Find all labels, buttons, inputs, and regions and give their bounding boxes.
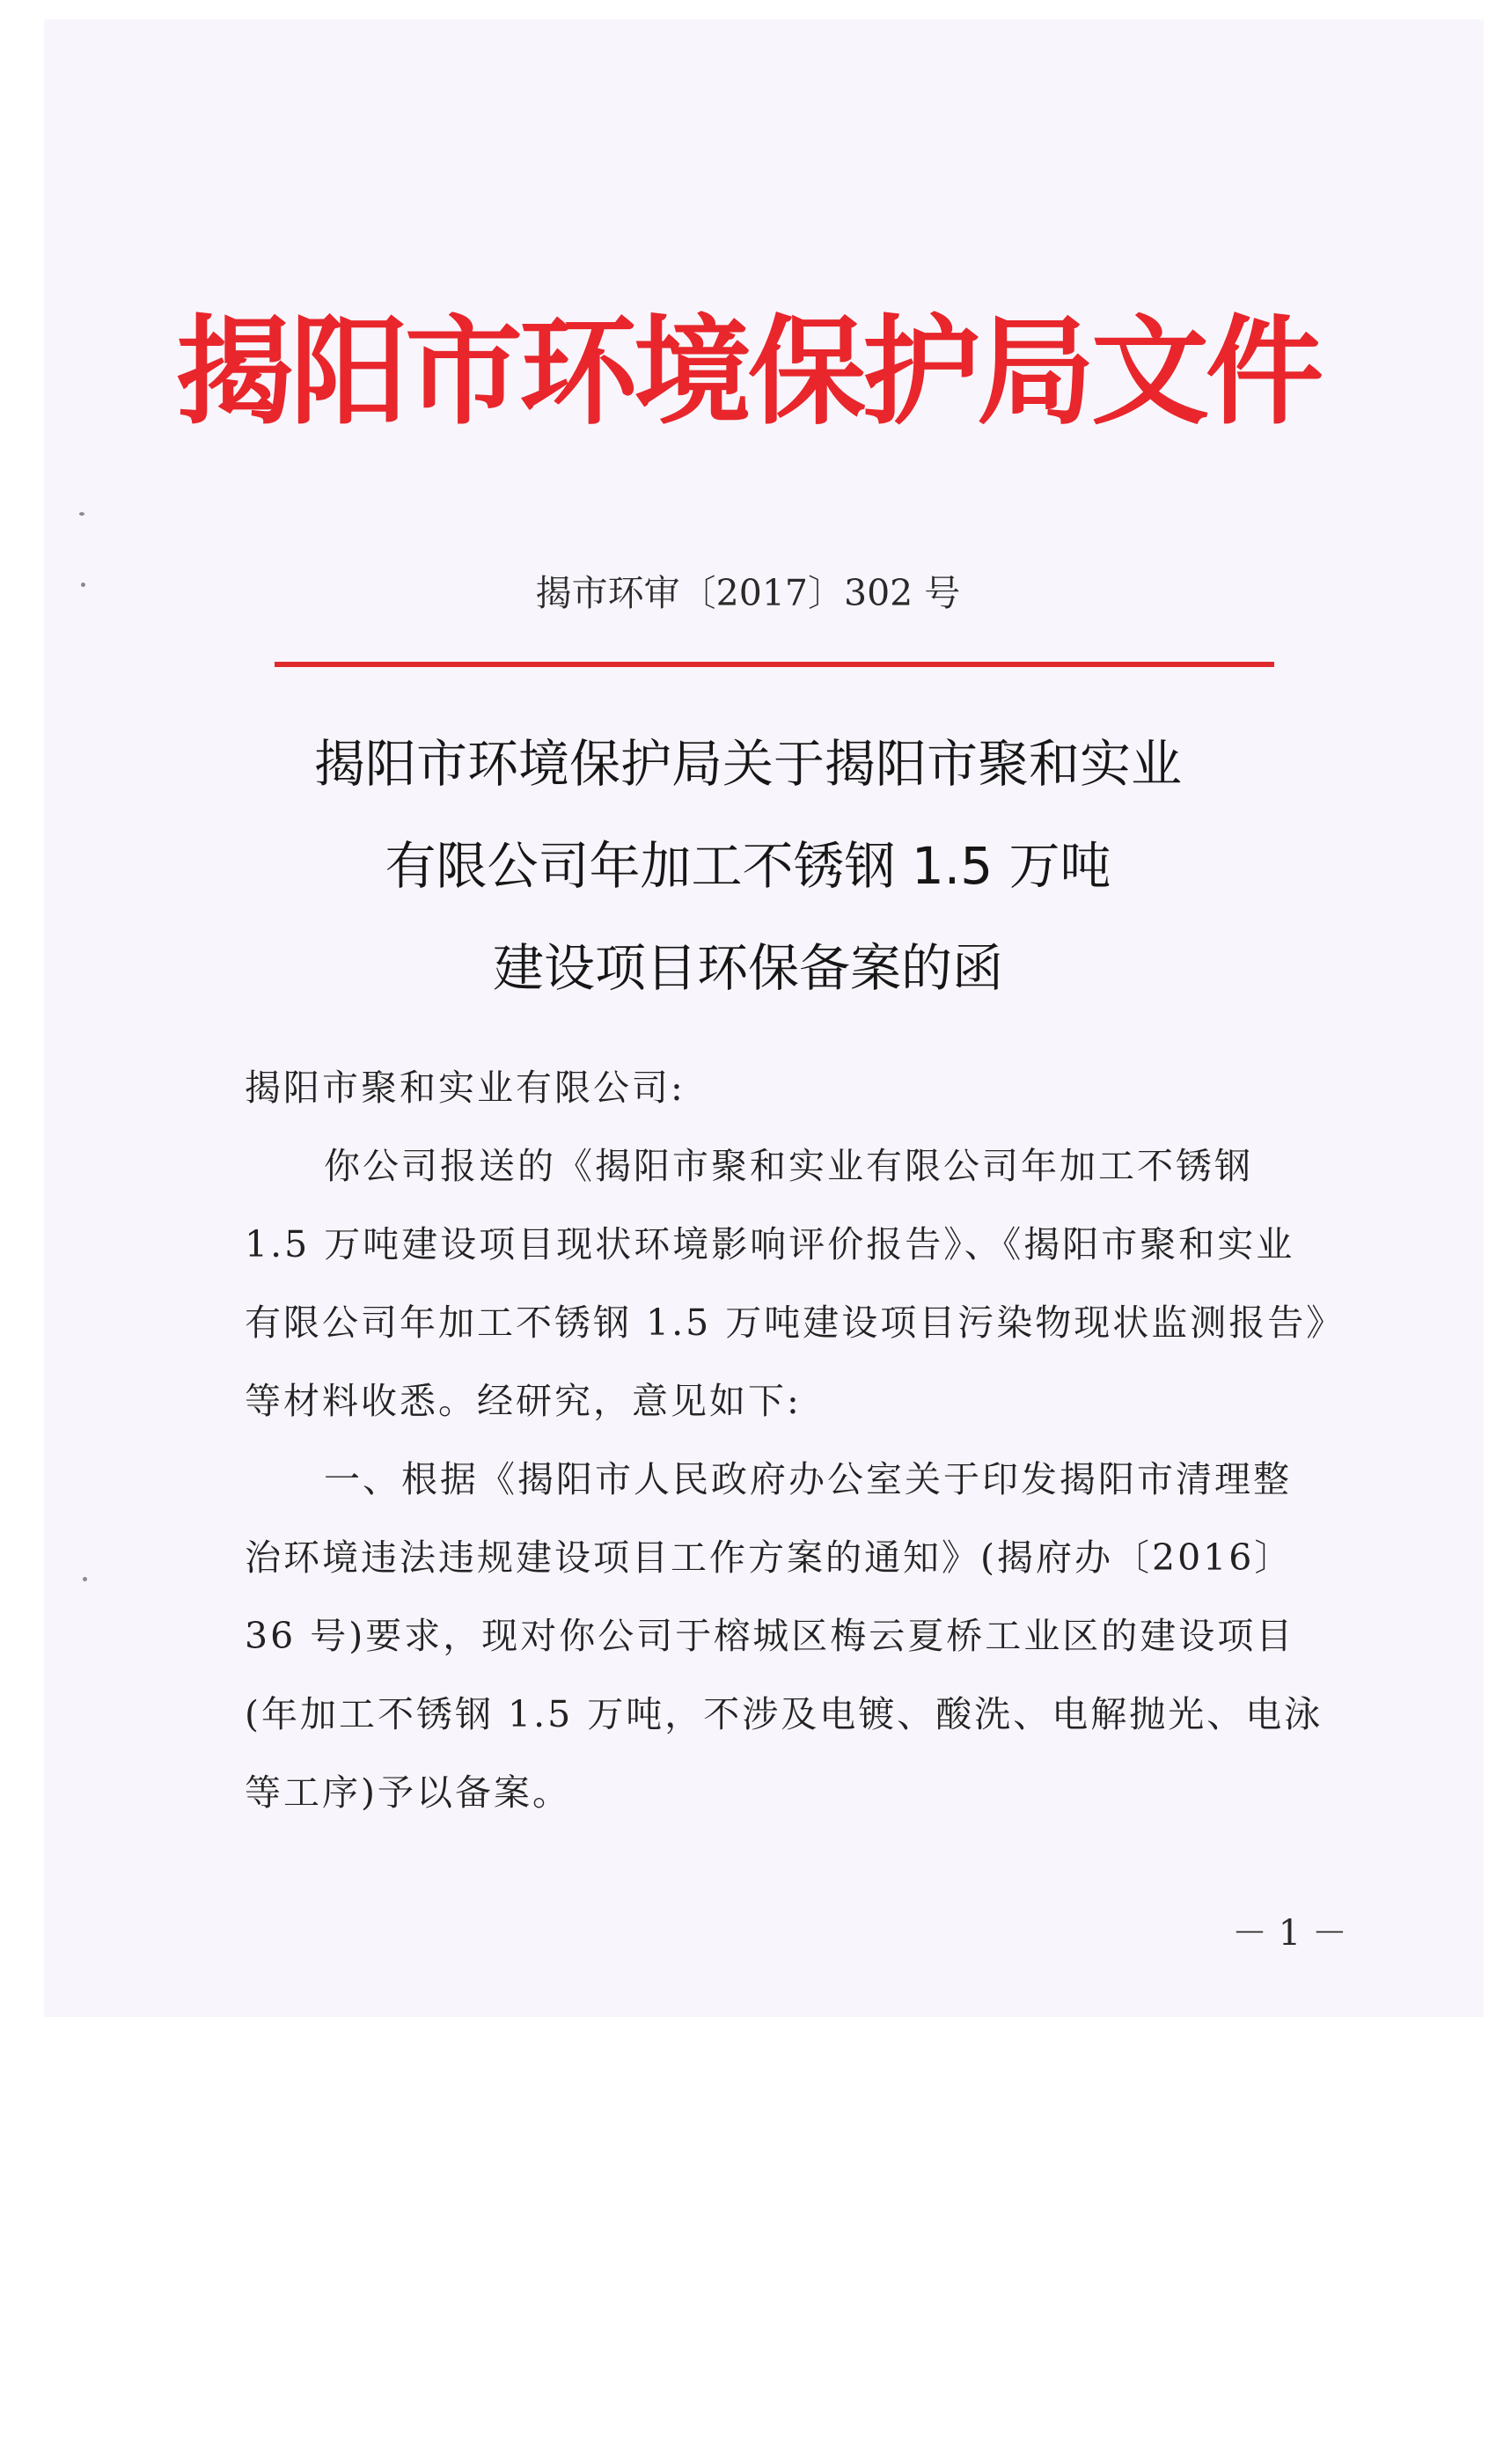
letter-title-line: 有限公司年加工不锈钢 1.5 万吨 <box>385 836 1111 896</box>
letter-title-line: 揭阳市环境保护局关于揭阳市聚和实业 <box>313 734 1182 794</box>
letter-title-line: 建设项目环保备案的函 <box>492 938 1003 998</box>
letter-paragraph: 一、根据《揭阳市人民政府办公室关于印发揭阳市清理整治环境违法违规建设项目工作方案的通知》(揭府办〔2016〕36 号)要求，现对你公司于榕城区梅云夏桥工业区的建设项目(年加工不锈钢 1.5 万吨，不涉及电镀、酸洗、电解抛光、电泳等工序)予以备案。 <box>245 1458 1324 1814</box>
letter-addressee: 揭阳市聚和实业有限公司: <box>245 1067 686 1109</box>
letter-body <box>245 1049 1329 1832</box>
letter-paragraph: 你公司报送的《揭阳市聚和实业有限公司年加工不锈钢 1.5 万吨建设项目现状环境影响评价报告》、《揭阳市聚和实业有限公司年加工不锈钢 1.5 万吨建设项目污染物现状监测报告》等材料收悉。经研究，意见如下: <box>245 1145 1327 1422</box>
letter-title <box>0 713 1496 1019</box>
scan-speck <box>79 512 84 516</box>
header-divider-line <box>275 662 1274 667</box>
document-number: 揭市环审〔2017〕302 号 <box>535 572 961 614</box>
page-number: － 1 － <box>1232 1913 1347 1954</box>
document-header-title: 揭阳市环境保护局文件 <box>175 302 1320 441</box>
scan-speck <box>83 1577 87 1581</box>
